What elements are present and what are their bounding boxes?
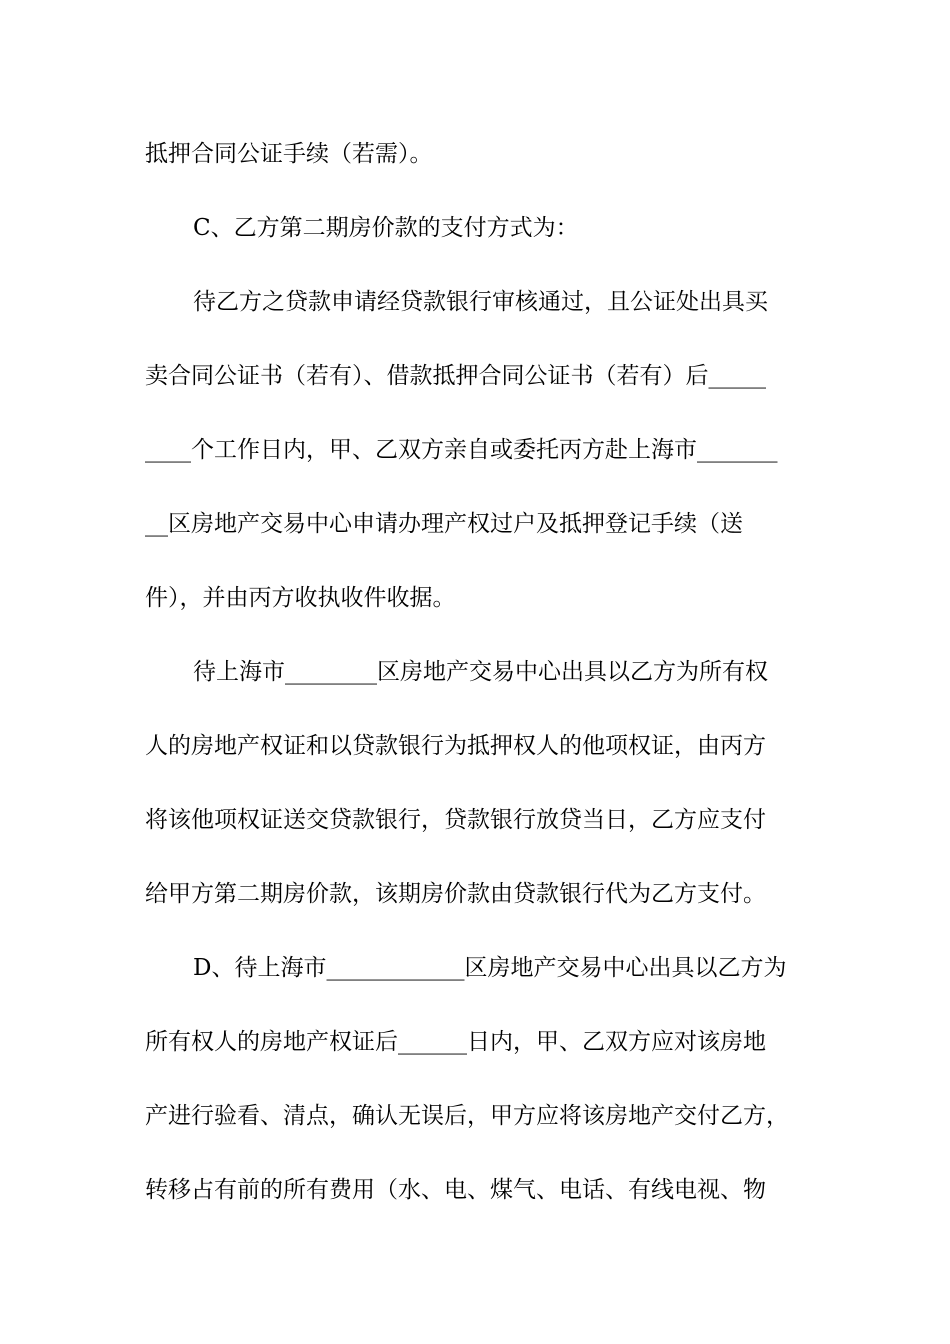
text-line-6: __区房地产交易中心申请办理产权过户及抵押登记手续（送 — [145, 511, 743, 537]
text-line-2: C、乙方第二期房价款的支付方式为： — [193, 215, 579, 241]
text-line-11: 给甲方第二期房价款，该期房价款由贷款银行代为乙方支付。 — [145, 881, 766, 907]
text-line-5: ____个工作日内，甲、乙双方亲自或委托丙方赴上海市_______ — [145, 437, 778, 463]
text-line-12: D、待上海市____________区房地产交易中心出具以乙方为 — [193, 955, 787, 981]
text-line-7: 件），并由丙方收执收件收据。 — [145, 585, 456, 611]
text-line-8: 待上海市________区房地产交易中心出具以乙方为所有权 — [193, 659, 768, 685]
text-line-3: 待乙方之贷款申请经贷款银行审核通过，且公证处出具买 — [193, 289, 768, 315]
text-line-9: 人的房地产权证和以贷款银行为抵押权人的他项权证，由丙方 — [145, 733, 766, 759]
text-line-4: 卖合同公证书（若有）、借款抵押合同公证书（若有）后_____ — [145, 363, 766, 389]
text-line-10: 将该他项权证送交贷款银行，贷款银行放贷当日，乙方应支付 — [145, 807, 766, 833]
text-line-13: 所有权人的房地产权证后______日内，甲、乙双方应对该房地 — [145, 1029, 766, 1055]
text-line-15: 转移占有前的所有费用（水、电、煤气、电话、有线电视、物 — [145, 1177, 766, 1203]
text-line-1: 抵押合同公证手续（若需）。 — [145, 141, 433, 167]
text-line-14: 产进行验看、清点，确认无误后，甲方应将该房地产交付乙方， — [145, 1103, 789, 1129]
